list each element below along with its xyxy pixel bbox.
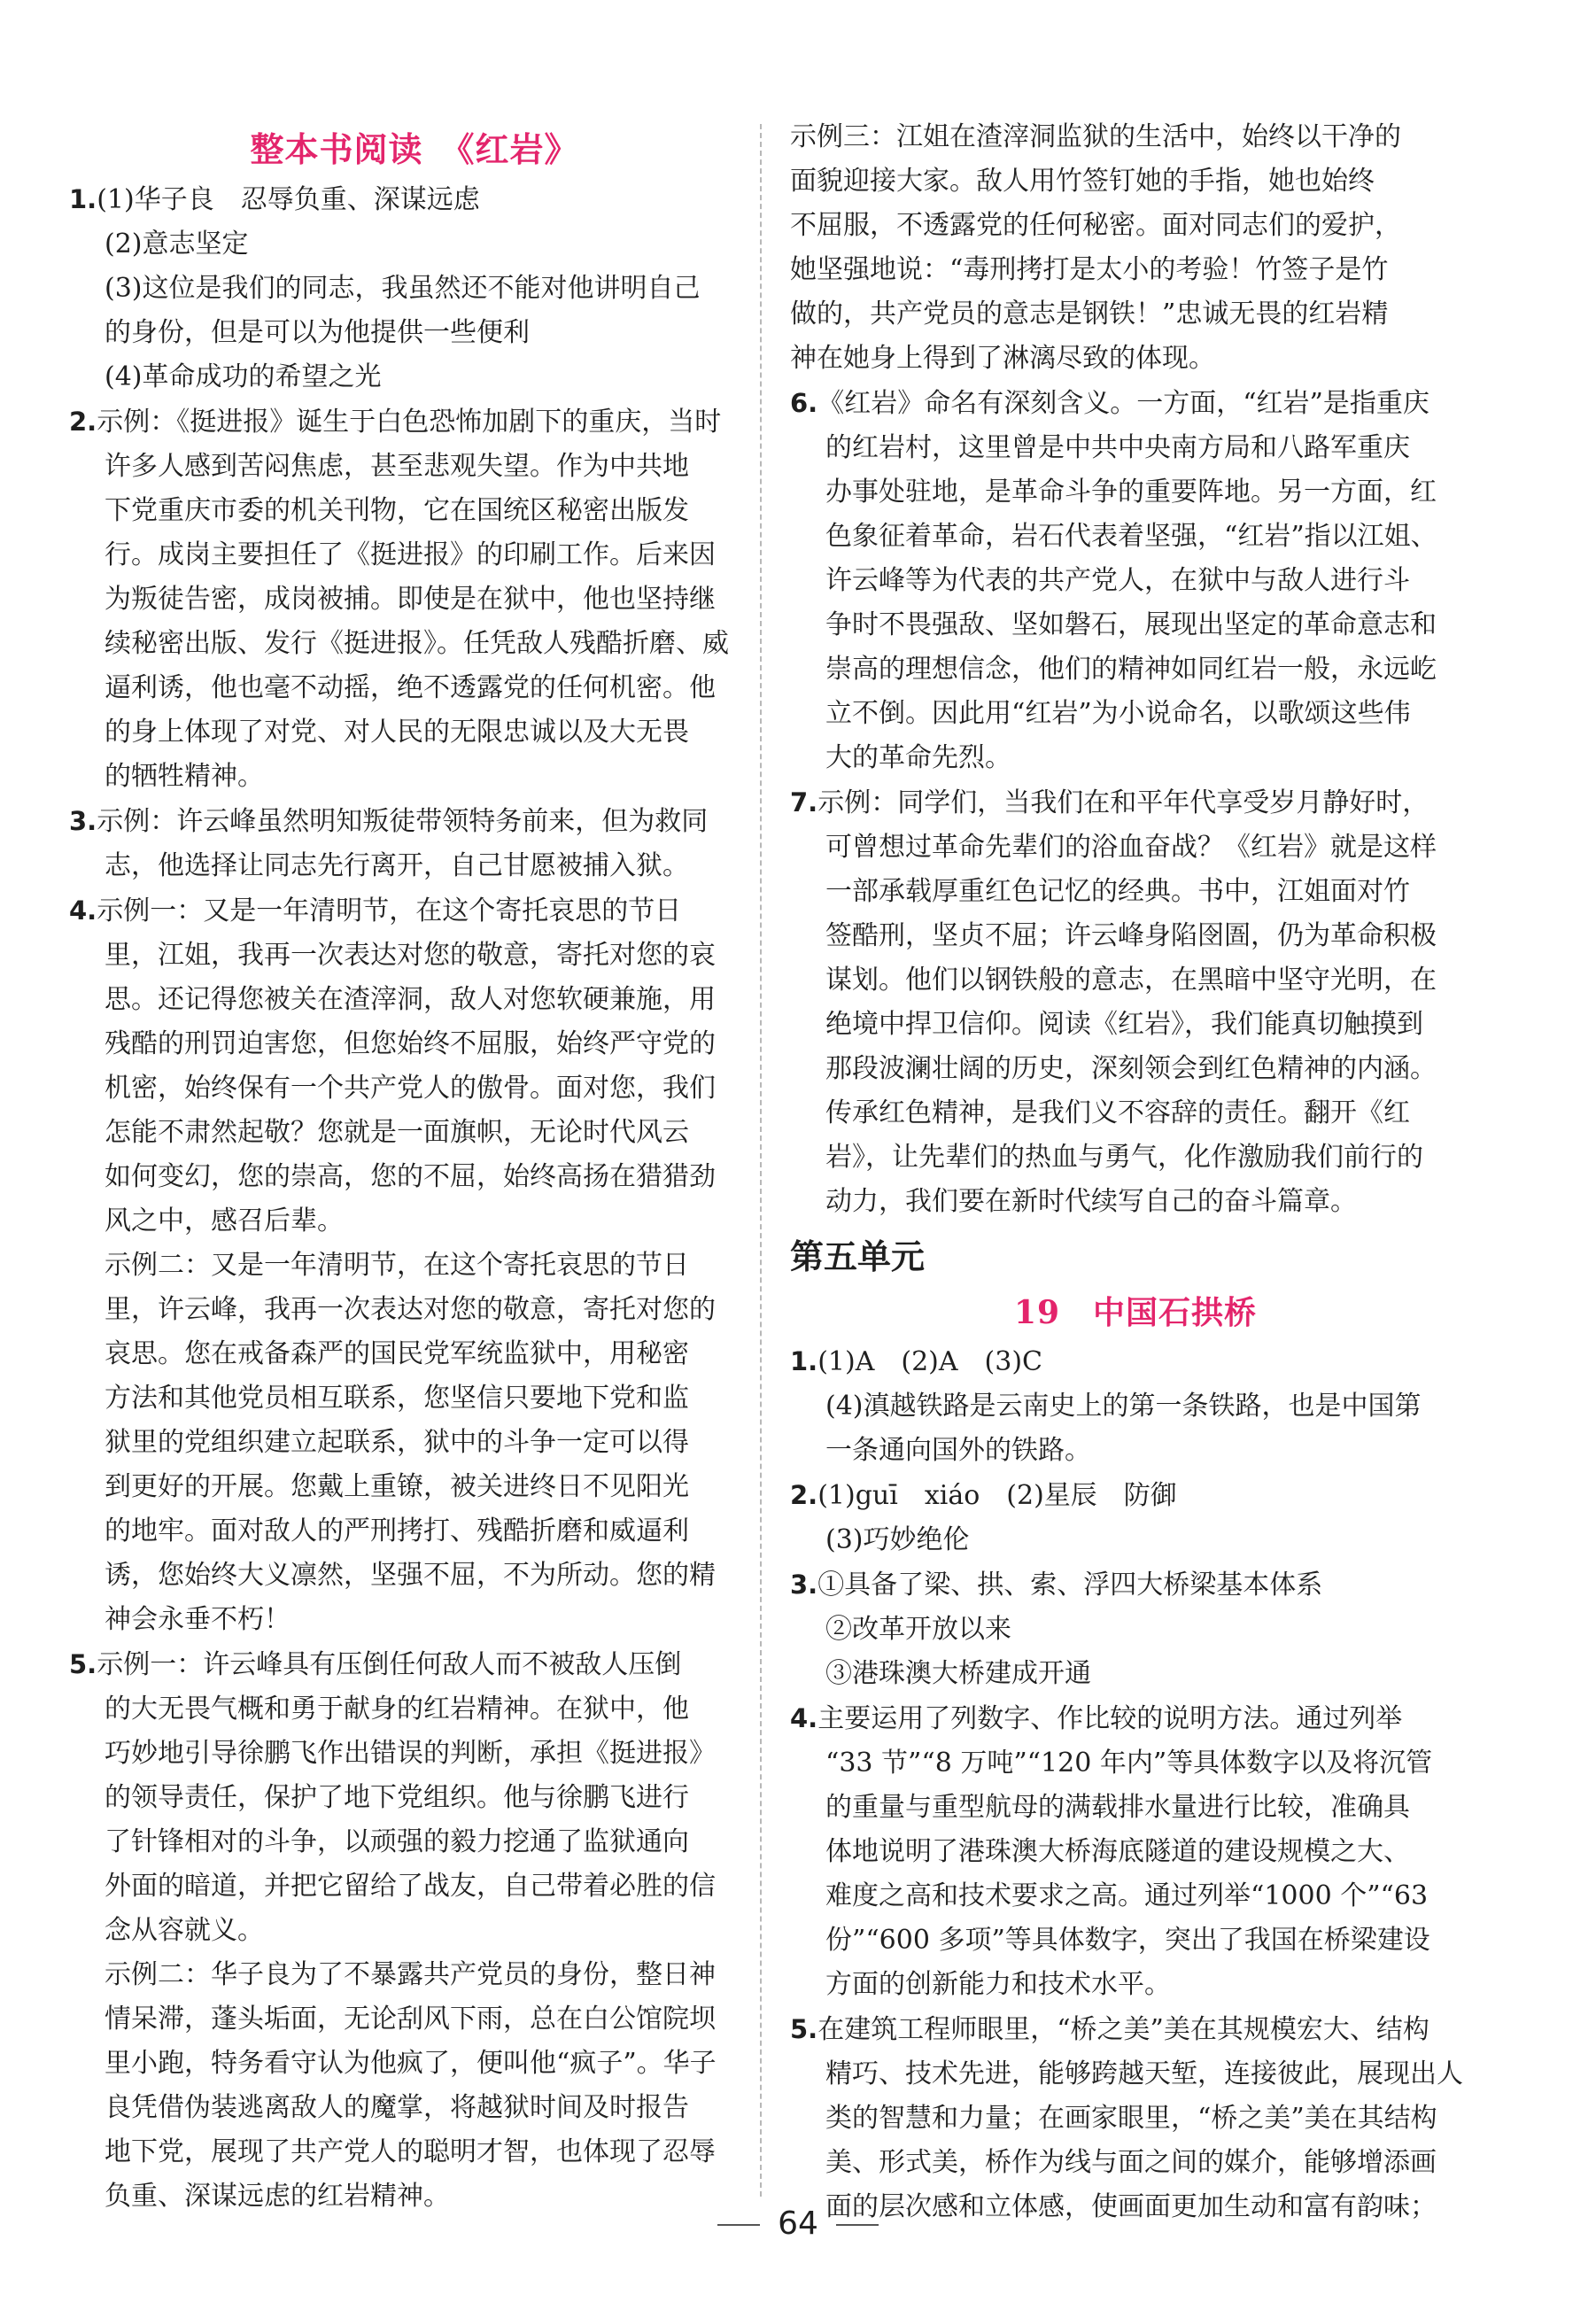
text-line xyxy=(105,755,760,799)
line-text: 的领导责任，保护了地下党组织。他与徐鹏飞进行 xyxy=(105,1782,689,1813)
text-line xyxy=(825,603,1481,647)
item-number: 2. xyxy=(790,1480,818,1510)
text-line xyxy=(105,1111,760,1155)
text-line xyxy=(790,780,1481,825)
line-text: 狱里的党组织建立起联系，狱中的斗争一定可以得 xyxy=(105,1427,689,1458)
unit-title: 第五单元 xyxy=(790,1236,926,1276)
text-line xyxy=(105,1776,760,1820)
page-number: 64 xyxy=(778,2205,818,2242)
text-line xyxy=(825,1786,1481,1830)
text-line xyxy=(825,825,1481,870)
text-line xyxy=(105,1465,760,1509)
text-line xyxy=(825,1918,1481,1963)
text-line xyxy=(105,1864,760,1909)
line-text: 的身上体现了对党、对人民的无限忠诚以及大无畏 xyxy=(105,717,689,748)
item-number: 4. xyxy=(790,1703,818,1733)
text-line xyxy=(825,1830,1481,1874)
text-line xyxy=(825,1429,1481,1473)
text-line xyxy=(825,1518,1481,1562)
line-text: 那段波澜壮阔的历史，深刻领会到红色精神的内涵。 xyxy=(825,1053,1437,1084)
text-line xyxy=(105,1376,760,1421)
text-line xyxy=(105,2130,760,2174)
text-line xyxy=(825,559,1481,603)
item-number: 1. xyxy=(790,1346,818,1376)
line-text: ②改革开放以来 xyxy=(825,1614,1011,1645)
line-text: (1)A (2)A (3)C xyxy=(817,1346,1042,1377)
line-text: 方法和其他党员相互联系，您坚信只要地下党和监 xyxy=(105,1383,689,1414)
item-number: 1. xyxy=(69,184,97,214)
line-text: 情呆滞，蓬头垢面，无论刮风下雨，总在白公馆院坝 xyxy=(105,2004,716,2035)
text-line xyxy=(825,2052,1481,2097)
line-text: (2)意志坚定 xyxy=(105,229,249,260)
text-line xyxy=(790,1696,1481,1741)
line-text: “33 节”“8 万吨”“120 年内”等具体数字以及将沉管 xyxy=(825,1748,1433,1779)
text-line xyxy=(825,1741,1481,1786)
line-text: ③港珠澳大桥建成开通 xyxy=(825,1658,1091,1689)
line-text: 精巧、技术先进，能够跨越天堑，连接彼此，展现出人 xyxy=(825,2058,1463,2089)
text-line xyxy=(105,978,760,1022)
text-line xyxy=(790,2007,1481,2052)
text-line xyxy=(105,1909,760,1953)
line-text: (4)滇越铁路是云南史上的第一条铁路，也是中国第 xyxy=(825,1391,1422,1422)
text-line xyxy=(790,381,1481,426)
line-text: (3)这位是我们的同志，我虽然还不能对他讲明自己 xyxy=(105,273,701,304)
line-text: (1)华子良 忍辱负重、深谋远虑 xyxy=(97,184,480,215)
line-text: 的牺牲精神。 xyxy=(105,761,264,792)
line-text: 的地牢。面对敌人的严刑拷打、残酷折磨和威逼利 xyxy=(105,1515,689,1546)
text-line xyxy=(105,1244,760,1288)
line-text: 示例：许云峰虽然明知叛徒带领特务前来，但为救同 xyxy=(97,806,709,837)
text-line xyxy=(105,1421,760,1465)
text-line xyxy=(69,399,760,445)
text-line xyxy=(790,248,1481,292)
line-text: 做的，共产党员的意志是钢铁！”忠诚无畏的红岩精 xyxy=(790,298,1389,329)
text-line xyxy=(105,1687,760,1732)
line-text: 可曾想过革命先辈们的浴血奋战？《红岩》就是这样 xyxy=(825,832,1437,863)
text-line xyxy=(790,292,1481,337)
text-line xyxy=(825,1652,1481,1696)
text-line xyxy=(825,1003,1481,1047)
text-line xyxy=(105,489,760,533)
text-line xyxy=(105,1288,760,1332)
line-text: 许多人感到苦闷焦虑，甚至悲观失望。作为中共地 xyxy=(105,451,689,482)
text-line xyxy=(105,1199,760,1244)
column-divider xyxy=(760,124,762,2197)
text-line xyxy=(105,222,760,267)
line-text: 巧妙地引导徐鹏飞作出错误的判断，承担《挺进报》 xyxy=(105,1738,716,1769)
text-line xyxy=(825,1180,1481,1224)
item-number: 7. xyxy=(790,787,818,818)
item-number: 5. xyxy=(69,1649,97,1679)
text-line xyxy=(105,1066,760,1111)
line-text: 示例二：华子良为了不暴露共产党员的身份，整日神 xyxy=(105,1959,716,1990)
text-line xyxy=(825,1135,1481,1180)
line-text: 动力，我们要在新时代续写自己的奋斗篇章。 xyxy=(825,1186,1357,1217)
line-text: 的重量与重型航母的满载排水量进行比较，准确具 xyxy=(825,1792,1410,1823)
line-text: 的红岩村，这里曾是中共中央南方局和八路军重庆 xyxy=(825,432,1410,463)
text-line xyxy=(825,647,1481,692)
answer-item xyxy=(790,1562,1481,1696)
text-line xyxy=(105,710,760,755)
text-line xyxy=(825,1384,1481,1429)
text-line xyxy=(790,1473,1481,1518)
text-line xyxy=(105,1022,760,1066)
text-line xyxy=(790,159,1481,204)
text-line xyxy=(825,1874,1481,1918)
text-line xyxy=(790,1562,1481,1608)
text-line xyxy=(790,204,1481,248)
line-text: 示例三：江姐在渣滓洞监狱的生活中，始终以干净的 xyxy=(790,121,1401,152)
text-line xyxy=(105,533,760,577)
text-line xyxy=(69,799,760,844)
text-line xyxy=(825,692,1481,736)
line-text: 里小跑，特务看守认为他疯了，便叫他“疯子”。华子 xyxy=(105,2048,717,2079)
line-text: 风之中，感召后辈。 xyxy=(105,1205,344,1236)
line-text: 一部承载厚重红色记忆的经典。书中，江姐面对竹 xyxy=(825,876,1410,907)
text-line xyxy=(69,1642,760,1687)
line-text: 示例一：许云峰具有压倒任何敌人而不被敌人压倒 xyxy=(97,1649,682,1680)
line-text: 残酷的刑罚迫害您，但您始终不屈服，始终严守党的 xyxy=(105,1028,716,1059)
text-line xyxy=(105,1509,760,1554)
text-line xyxy=(790,115,1481,159)
line-text: 外面的暗道，并把它留给了战友，自己带着必胜的信 xyxy=(105,1871,716,1902)
line-text: 了针锋相对的斗争，以顽强的毅力挖通了监狱通向 xyxy=(105,1826,689,1857)
answer-item xyxy=(790,1473,1481,1562)
line-text: 的身份，但是可以为他提供一些便利 xyxy=(105,317,530,348)
line-text: 示例：《挺进报》诞生于白色恐怖加剧下的重庆，当时 xyxy=(97,407,722,438)
item-number: 5. xyxy=(790,2014,818,2044)
item-number: 4. xyxy=(69,895,97,926)
line-text: 地下党，展现了共产党人的聪明才智，也体现了忍辱 xyxy=(105,2136,716,2167)
line-text: 续秘密出版、发行《挺进报》。任凭敌人残酷折磨、威 xyxy=(105,628,729,659)
text-line xyxy=(69,177,760,222)
answer-item xyxy=(69,177,760,399)
text-line xyxy=(105,1820,760,1864)
text-line xyxy=(105,1598,760,1642)
line-text: 示例一：又是一年清明节，在这个寄托哀思的节日 xyxy=(97,895,682,926)
item-number: 3. xyxy=(69,806,97,836)
line-text: 大的革命先烈。 xyxy=(825,742,1011,773)
text-line xyxy=(825,426,1481,470)
line-text: 良凭借伪装逃离敌人的魔掌，将越狱时间及时报告 xyxy=(105,2092,689,2123)
footer-dash-right xyxy=(836,2224,879,2226)
item-number: 2. xyxy=(69,407,97,437)
line-text: (3)巧妙绝伦 xyxy=(825,1524,970,1555)
text-line xyxy=(790,337,1481,381)
line-text: 体地说明了港珠澳大桥海底隧道的建设规模之大、 xyxy=(825,1836,1410,1867)
line-text: 份”“600 多项”等具体数字，突出了我国在桥梁建设 xyxy=(825,1925,1430,1956)
continued-example xyxy=(790,115,1481,381)
line-text: 诱，您始终大义凛然，坚强不屈，不为所动。您的精 xyxy=(105,1560,716,1591)
lesson-title: 19 中国石拱桥 xyxy=(1013,1294,1258,1331)
line-text: 如何变幻，您的崇高，您的不屈，始终高扬在猎猎劲 xyxy=(105,1161,716,1192)
item-number: 6. xyxy=(790,388,818,418)
lesson-answer-list xyxy=(790,1339,1481,2229)
text-line xyxy=(105,2042,760,2086)
left-answer-list xyxy=(69,177,760,2219)
line-text: 念从容就义。 xyxy=(105,1915,264,1946)
text-line xyxy=(105,577,760,622)
left-column xyxy=(69,122,760,2219)
line-text: 下党重庆市委的机关刊物，它在国统区秘密出版发 xyxy=(105,495,689,526)
text-line xyxy=(105,311,760,355)
text-line xyxy=(105,1554,760,1598)
line-text: (1)guī xiáo (2)星辰 防御 xyxy=(817,1480,1177,1511)
line-text: 争时不畏强敌、坚如磐石，展现出坚定的革命意志和 xyxy=(825,609,1437,640)
line-text: 主要运用了列数字、作比较的说明方法。通过列举 xyxy=(817,1703,1403,1734)
text-line xyxy=(105,1155,760,1199)
line-text: 难度之高和技术要求之高。通过列举“1000 个”“63 xyxy=(825,1880,1429,1911)
answer-item xyxy=(69,799,760,888)
text-line xyxy=(825,958,1481,1003)
line-text: 立不倒。因此用“红岩”为小说命名，以歌颂这些伟 xyxy=(825,698,1411,729)
line-text: 到更好的开展。您戴上重镣，被关进终日不见阳光 xyxy=(105,1471,689,1502)
line-text: 美、形式美，桥作为线与面之间的媒介，能够增添画 xyxy=(825,2147,1437,2178)
answer-item xyxy=(790,1696,1481,2007)
text-line xyxy=(825,870,1481,914)
section-title: 整本书阅读 《红岩》 xyxy=(250,129,579,169)
line-text: 签酷刑，坚贞不屈；许云峰身陷囹圄，仍为革命积极 xyxy=(825,920,1437,951)
line-text: 面的层次感和立体感，使画面更加生动和富有韵味； xyxy=(825,2191,1437,2222)
text-line xyxy=(825,736,1481,780)
line-text: 志，他选择让同志先行离开，自己甘愿被捕入狱。 xyxy=(105,850,689,881)
line-text: 怎能不肃然起敬？您就是一面旗帜，无论时代风云 xyxy=(105,1117,689,1148)
text-line xyxy=(105,445,760,489)
line-text: ①具备了梁、拱、索、浮四大桥梁基本体系 xyxy=(817,1570,1323,1601)
text-line xyxy=(105,1997,760,2042)
line-text: 的大无畏气概和勇于献身的红岩精神。在狱中，他 xyxy=(105,1694,689,1725)
line-text: 不屈服，不透露党的任何秘密。面对同志们的爱护， xyxy=(790,210,1401,241)
line-text: 神在她身上得到了淋漓尽致的体现。 xyxy=(790,343,1215,374)
text-line xyxy=(825,1608,1481,1652)
line-text: 一条通向国外的铁路。 xyxy=(825,1435,1091,1466)
line-text: 她坚强地说：“毒刑拷打是太小的考验！竹签子是竹 xyxy=(790,254,1389,285)
line-text: 谋划。他们以钢铁般的意志，在黑暗中坚守光明，在 xyxy=(825,965,1437,996)
line-text: 办事处驻地，是革命斗争的重要阵地。另一方面，红 xyxy=(825,477,1437,508)
line-text: 许云峰等为代表的共产党人，在狱中与敌人进行斗 xyxy=(825,565,1410,596)
line-text: 在建筑工程师眼里，“桥之美”美在其规模宏大、结构 xyxy=(817,2014,1429,2045)
text-line xyxy=(105,355,760,399)
text-line xyxy=(825,914,1481,958)
text-line xyxy=(69,888,760,934)
text-line xyxy=(105,844,760,888)
text-line xyxy=(825,2097,1481,2141)
right-column xyxy=(790,122,1481,2229)
answer-item xyxy=(790,780,1481,1224)
text-line xyxy=(825,1091,1481,1135)
text-line xyxy=(105,666,760,710)
text-line xyxy=(825,2141,1481,2185)
line-text: 崇高的理想信念，他们的精神如同红岩一般，永远屹 xyxy=(825,654,1437,685)
footer-dash-left xyxy=(717,2224,760,2226)
text-line xyxy=(105,1953,760,1997)
line-text: 传承红色精神，是我们义不容辞的责任。翻开《红 xyxy=(825,1097,1410,1128)
line-text: 机密，始终保有一个共产党人的傲骨。面对您，我们 xyxy=(105,1073,716,1104)
text-line xyxy=(105,267,760,311)
line-text: 示例二：又是一年清明节，在这个寄托哀思的节日 xyxy=(105,1250,689,1281)
line-text: 负重、深谋远虑的红岩精神。 xyxy=(105,2181,450,2212)
line-text: 岩》，让先辈们的热血与勇气，化作激励我们前行的 xyxy=(825,1142,1423,1173)
line-text: 类的智慧和力量；在画家眼里，“桥之美”美在其结构 xyxy=(825,2103,1437,2134)
text-line xyxy=(825,1963,1481,2007)
line-text: 逼利诱，他也毫不动摇，绝不透露党的任何机密。他 xyxy=(105,672,716,703)
page-footer xyxy=(0,2205,1596,2242)
answer-item xyxy=(69,399,760,799)
line-text: 里，许云峰，我再一次表达对您的敬意，寄托对您的 xyxy=(105,1294,716,1325)
right-answer-list xyxy=(790,381,1481,1224)
line-text: (4)革命成功的希望之光 xyxy=(105,361,382,392)
text-line xyxy=(105,1732,760,1776)
answer-item xyxy=(790,2007,1481,2229)
text-line xyxy=(105,1332,760,1376)
answer-item xyxy=(790,1339,1481,1473)
line-text: 方面的创新能力和技术水平。 xyxy=(825,1969,1171,2000)
line-text: 示例：同学们，当我们在和平年代享受岁月静好时， xyxy=(817,787,1429,818)
text-line xyxy=(105,2086,760,2130)
answer-item xyxy=(69,888,760,1642)
line-text: 思。还记得您被关在渣滓洞，敌人对您软硬兼施，用 xyxy=(105,984,716,1015)
line-text: 绝境中捍卫信仰。阅读《红岩》，我们能真切触摸到 xyxy=(825,1009,1423,1040)
text-line xyxy=(105,934,760,978)
item-number: 3. xyxy=(790,1570,818,1600)
line-text: 为叛徒告密，成岗被捕。即使是在狱中，他也坚持继 xyxy=(105,584,716,615)
text-line xyxy=(105,622,760,666)
answer-item xyxy=(790,381,1481,780)
text-line xyxy=(790,1339,1481,1384)
text-line xyxy=(825,1047,1481,1091)
text-line xyxy=(825,470,1481,515)
answer-item xyxy=(69,1642,760,2219)
line-text: 面貌迎接大家。敌人用竹签钉她的手指，她也始终 xyxy=(790,166,1375,197)
line-text: 《红岩》命名有深刻含义。一方面，“红岩”是指重庆 xyxy=(817,388,1429,419)
line-text: 哀思。您在戒备森严的国民党军统监狱中，用秘密 xyxy=(105,1338,689,1369)
text-line xyxy=(825,515,1481,559)
line-text: 神会永垂不朽！ xyxy=(105,1604,291,1635)
line-text: 里，江姐，我再一次表达对您的敬意，寄托对您的哀 xyxy=(105,940,716,971)
line-text: 行。成岗主要担任了《挺进报》的印刷工作。后来因 xyxy=(105,539,716,570)
line-text: 色象征着革命，岩石代表着坚强，“红岩”指以江姐、 xyxy=(825,521,1437,552)
